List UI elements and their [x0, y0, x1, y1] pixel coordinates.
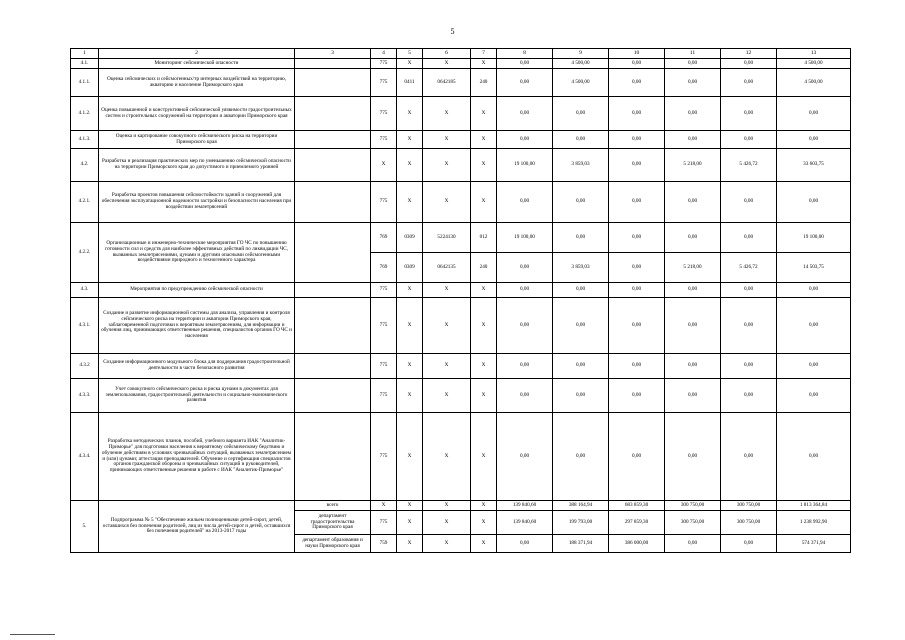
cell: 0,00 — [609, 69, 665, 97]
cell: 0,00 — [609, 223, 665, 253]
table-row — [71, 97, 851, 131]
cell: 775 — [371, 59, 397, 69]
row-title: Мероприятия по предупреждению сейсмической опасности — [99, 283, 295, 298]
row-number: 4.3.1. — [71, 298, 99, 354]
cell: 775 — [371, 379, 397, 413]
cell: 0,00 — [497, 354, 553, 379]
row-title: Разработка и реализация практических мер по уменьшению сейсмической опасности на территории Приморского края до допустимого и приемлемого уровней — [99, 149, 295, 182]
executor-cell: департамент образования и науки Приморского края — [295, 535, 371, 553]
cell: 0,00 — [553, 223, 609, 253]
cell: 0,00 — [721, 535, 777, 553]
cell: X — [371, 149, 397, 182]
cell: 0,00 — [497, 182, 553, 223]
cell: X — [397, 354, 423, 379]
program-budget-table — [70, 48, 851, 553]
cell: X — [471, 413, 497, 501]
cell: 300 750,00 — [665, 511, 721, 535]
cell: 0,00 — [609, 59, 665, 69]
cell: X — [397, 131, 423, 149]
cell: X — [423, 131, 471, 149]
cell: 683 859,30 — [609, 501, 665, 511]
executor-cell — [295, 354, 371, 379]
cell: X — [471, 298, 497, 354]
cell: X — [423, 354, 471, 379]
cell: 775 — [371, 131, 397, 149]
header-cell: 9 — [553, 49, 609, 59]
cell: 4 500,00 — [777, 69, 851, 97]
cell: 1 813 364,84 — [777, 501, 851, 511]
cell: 775 — [371, 97, 397, 131]
executor-cell — [295, 223, 371, 283]
cell: 0,00 — [609, 354, 665, 379]
cell: 0411 — [397, 69, 423, 97]
cell: 0,00 — [609, 379, 665, 413]
cell: X — [471, 283, 497, 298]
cell: 775 — [371, 413, 397, 501]
cell: 574 371,94 — [777, 535, 851, 553]
row-number: 4.2. — [71, 149, 99, 182]
cell: X — [423, 535, 471, 553]
header-cell: 10 — [609, 49, 665, 59]
row-title: Создание и развитие информационной системы для анализа, управления и контроля сейсмического риска на территории и акватории Приморского края, заблаговременной подготовки к вероятным землетрясениям, для информации и обучения лиц, принимающих ответственные решения, специалистов органов ГО ЧС и населения — [99, 298, 295, 354]
header-cell: 1 — [71, 49, 99, 59]
cell: 0309 — [397, 253, 423, 283]
row-number: 5. — [71, 501, 99, 553]
cell: 188 371,94 — [553, 535, 609, 553]
cell: 0642185 — [423, 69, 471, 97]
cell: 0,00 — [497, 283, 553, 298]
row-number: 4.1.3. — [71, 131, 99, 149]
executor-cell — [295, 149, 371, 182]
cell: X — [397, 182, 423, 223]
cell: X — [371, 501, 397, 511]
cell: X — [397, 149, 423, 182]
cell: 0,00 — [609, 253, 665, 283]
cell: 300 750,00 — [665, 501, 721, 511]
cell: 5 426,72 — [721, 253, 777, 283]
executor-cell — [295, 69, 371, 97]
table-row — [71, 223, 851, 253]
cell: X — [397, 511, 423, 535]
cell: 0,00 — [609, 182, 665, 223]
cell: 0,00 — [665, 182, 721, 223]
cell: 139 840,60 — [497, 511, 553, 535]
cell: 0,00 — [609, 298, 665, 354]
cell: 775 — [371, 354, 397, 379]
cell: 0,00 — [553, 413, 609, 501]
cell: 0,00 — [721, 223, 777, 253]
cell: 0,00 — [665, 413, 721, 501]
cell: 0,00 — [665, 131, 721, 149]
cell: 0,00 — [497, 535, 553, 553]
table-row — [71, 413, 851, 501]
row-title: Оценка повышенной и конструктивной сейсмической уязвимости градостроительных систем и строительных сооружений на территории и акватории Приморского края — [99, 97, 295, 131]
cell: 388 164,94 — [553, 501, 609, 511]
row-title: Оценка сейсмических и сейсмогенных/тр интерных воздействий на территорию, акваторию и население Приморского края — [99, 69, 295, 97]
cell: X — [423, 283, 471, 298]
cell: X — [471, 379, 497, 413]
cell: 0,00 — [721, 182, 777, 223]
executor-cell — [295, 182, 371, 223]
cell: 0,00 — [777, 413, 851, 501]
cell: 3 859,03 — [553, 253, 609, 283]
row-title: Разработка проектов повышения сейсмостойкости зданий и сооружений для обеспечения эксплуатационной надежности застройки и безопасности населения при воздействии землетрясений — [99, 182, 295, 223]
cell: X — [471, 535, 497, 553]
header-cell: 2 — [99, 49, 295, 59]
cell: 0,00 — [721, 97, 777, 131]
cell: 0,00 — [665, 223, 721, 253]
cell: 240 — [471, 253, 497, 283]
cell: 0,00 — [721, 131, 777, 149]
cell: 0,00 — [497, 253, 553, 283]
header-cell: 11 — [665, 49, 721, 59]
cell: 139 840,60 — [497, 501, 553, 511]
cell: 0,00 — [665, 535, 721, 553]
cell: 0,00 — [777, 354, 851, 379]
cell: X — [397, 501, 423, 511]
cell: X — [423, 413, 471, 501]
cell: 386 000,00 — [609, 535, 665, 553]
cell: 0,00 — [497, 298, 553, 354]
cell: 775 — [371, 69, 397, 97]
cell: X — [423, 182, 471, 223]
cell: X — [423, 501, 471, 511]
executor-cell — [295, 298, 371, 354]
table-row — [71, 379, 851, 413]
cell: 769 — [371, 223, 397, 253]
cell: 297 859,30 — [609, 511, 665, 535]
cell: X — [471, 131, 497, 149]
table-row — [71, 354, 851, 379]
cell: X — [397, 97, 423, 131]
cell: 775 — [371, 511, 397, 535]
cell: 0,00 — [553, 182, 609, 223]
header-cell: 5 — [397, 49, 423, 59]
cell: 0,00 — [721, 69, 777, 97]
executor-cell: департамент градостроительства Приморского края — [295, 511, 371, 535]
cell: 775 — [371, 283, 397, 298]
cell: X — [423, 298, 471, 354]
cell: X — [471, 511, 497, 535]
cell: 769 — [371, 253, 397, 283]
cell: 33 603,75 — [777, 149, 851, 182]
cell: 0,00 — [497, 379, 553, 413]
executor-cell — [295, 59, 371, 69]
cell: 775 — [371, 298, 397, 354]
cell: 759 — [371, 535, 397, 553]
cell: 0,00 — [665, 69, 721, 97]
cell: X — [471, 182, 497, 223]
cell: 5 218,00 — [665, 149, 721, 182]
cell: 0,00 — [665, 59, 721, 69]
cell: 14 503,75 — [777, 253, 851, 283]
header-cell: 6 — [423, 49, 471, 59]
row-title: Создание информационного модульного блока для поддержания градостроительной деятельности в части безопасного развития — [99, 354, 295, 379]
executor-cell: всего — [295, 501, 371, 511]
cell: 0,00 — [665, 379, 721, 413]
cell: X — [423, 511, 471, 535]
cell: 4 500,00 — [553, 69, 609, 97]
cell: 0,00 — [777, 97, 851, 131]
cell: 0,00 — [553, 298, 609, 354]
cell: 0,00 — [777, 131, 851, 149]
cell: X — [471, 59, 497, 69]
table-row — [71, 501, 851, 511]
cell: 0,00 — [553, 354, 609, 379]
cell: 0,00 — [553, 131, 609, 149]
cell: 0,00 — [553, 379, 609, 413]
table-row — [71, 131, 851, 149]
row-number: 4.3.2 — [71, 354, 99, 379]
executor-cell — [295, 97, 371, 131]
row-number: 4.1.2. — [71, 97, 99, 131]
cell: X — [423, 379, 471, 413]
cell: X — [471, 354, 497, 379]
executor-cell — [295, 131, 371, 149]
cell: 5224130 — [423, 223, 471, 253]
table-row — [71, 298, 851, 354]
cell: X — [471, 501, 497, 511]
cell: 4 500,00 — [777, 59, 851, 69]
executor-cell — [295, 413, 371, 501]
cell: 0,00 — [609, 413, 665, 501]
row-number: 4.1.1. — [71, 69, 99, 97]
table-row — [71, 69, 851, 97]
cell: 4 500,00 — [553, 59, 609, 69]
row-title: Организационные и инженерно-технические мероприятия ГО ЧС по повышению готовности сил и средств для наиболее эффективных действий по ликвидации ЧС, вызванных землетрясениями, цунами и другими опасными сейсмогенными воздействиями природного и техногенного характера — [99, 223, 295, 283]
cell: 0,00 — [553, 283, 609, 298]
row-number: 4.3.3. — [71, 379, 99, 413]
header-cell: 8 — [497, 49, 553, 59]
cell: 0,00 — [497, 97, 553, 131]
row-title: Оценка и картирование совокупного сейсмического риска на территории Приморского края — [99, 131, 295, 149]
row-title: Мониторинг сейсмической опасности — [99, 59, 295, 69]
cell: 0,00 — [721, 298, 777, 354]
row-title: Разработка методических планов, пособий, учебного варианта ИАК "Аналитик-Приморье" для подготовки населения к вероятному сейсмическому бедствию и обучение действиям в условиях чрезвычайных ситуаций, вызванных землетрясением и (или) цунами; аттестация преподавателей. Обучение и сертификация специалистов органов гражданской обороны и чрезвычайных ситуаций и руководителей, принимающих ответственные решения в работе с ИАК "Аналитик-Приморье" — [99, 413, 295, 501]
header-row — [71, 49, 851, 59]
table-row — [71, 283, 851, 298]
cell: X — [397, 59, 423, 69]
row-title: Подпрограмма № 5 "Обеспечение жильем полноценными детей-сирот, детей, оставшихся без попечения родителей, лиц из числа детей-сирот и детей, оставшихся без попечения родителей" на 2013-2017 годы — [99, 501, 295, 553]
cell: 5 218,00 — [665, 253, 721, 283]
cell: 0,00 — [609, 97, 665, 131]
header-cell: 13 — [777, 49, 851, 59]
cell: 0,00 — [721, 413, 777, 501]
cell: 0,00 — [497, 69, 553, 97]
cell: 775 — [371, 182, 397, 223]
row-number: 4.2.1. — [71, 182, 99, 223]
cell: 0,00 — [609, 131, 665, 149]
cell: X — [423, 59, 471, 69]
row-number: 4.3. — [71, 283, 99, 298]
cell: 240 — [471, 69, 497, 97]
cell: 3 859,03 — [553, 149, 609, 182]
header-cell: 12 — [721, 49, 777, 59]
cell: X — [397, 379, 423, 413]
row-number: 4.1. — [71, 59, 99, 69]
cell: X — [397, 535, 423, 553]
table-row — [71, 182, 851, 223]
cell: 19 100,00 — [497, 149, 553, 182]
table-row — [71, 149, 851, 182]
cell: 0,00 — [497, 131, 553, 149]
cell: 0,00 — [721, 59, 777, 69]
cell: 0,00 — [777, 182, 851, 223]
cell: 0,00 — [665, 298, 721, 354]
cell: X — [397, 283, 423, 298]
row-number: 4.3.4. — [71, 413, 99, 501]
cell: 199 793,00 — [553, 511, 609, 535]
cell: 5 426,72 — [721, 149, 777, 182]
cell: X — [423, 149, 471, 182]
cell: 0,00 — [609, 283, 665, 298]
cell: 19 100,00 — [777, 223, 851, 253]
cell: 0,00 — [721, 379, 777, 413]
cell: 0,00 — [777, 379, 851, 413]
cell: X — [397, 298, 423, 354]
footer-rule — [10, 634, 55, 635]
cell: 0642135 — [423, 253, 471, 283]
cell: 19 100,00 — [497, 223, 553, 253]
header-cell: 7 — [471, 49, 497, 59]
cell: X — [397, 413, 423, 501]
cell: 1 238 992,90 — [777, 511, 851, 535]
page-number: 5 — [450, 27, 455, 36]
cell: 0309 — [397, 223, 423, 253]
row-number: 4.2.2. — [71, 223, 99, 283]
header-cell: 4 — [371, 49, 397, 59]
cell: 0,00 — [497, 59, 553, 69]
cell: 0,00 — [665, 354, 721, 379]
executor-cell — [295, 283, 371, 298]
table-row — [71, 59, 851, 69]
cell: 0,00 — [721, 283, 777, 298]
cell: 0,00 — [777, 298, 851, 354]
cell: 0,00 — [721, 354, 777, 379]
executor-cell — [295, 379, 371, 413]
cell: 0,00 — [777, 283, 851, 298]
cell: X — [423, 97, 471, 131]
cell: X — [471, 149, 497, 182]
cell: 0,00 — [665, 97, 721, 131]
cell: 0,00 — [497, 413, 553, 501]
cell: 012 — [471, 223, 497, 253]
cell: X — [471, 97, 497, 131]
cell: 0,00 — [553, 97, 609, 131]
cell: 0,00 — [609, 149, 665, 182]
header-cell: 3 — [295, 49, 371, 59]
cell: 300 750,00 — [721, 501, 777, 511]
row-title: Учет совокупного сейсмического риска и риска цунами в документах для землепользования, градостроительной деятельности и социально-экономического развития — [99, 379, 295, 413]
cell: 300 750,00 — [721, 511, 777, 535]
cell: 0,00 — [665, 283, 721, 298]
